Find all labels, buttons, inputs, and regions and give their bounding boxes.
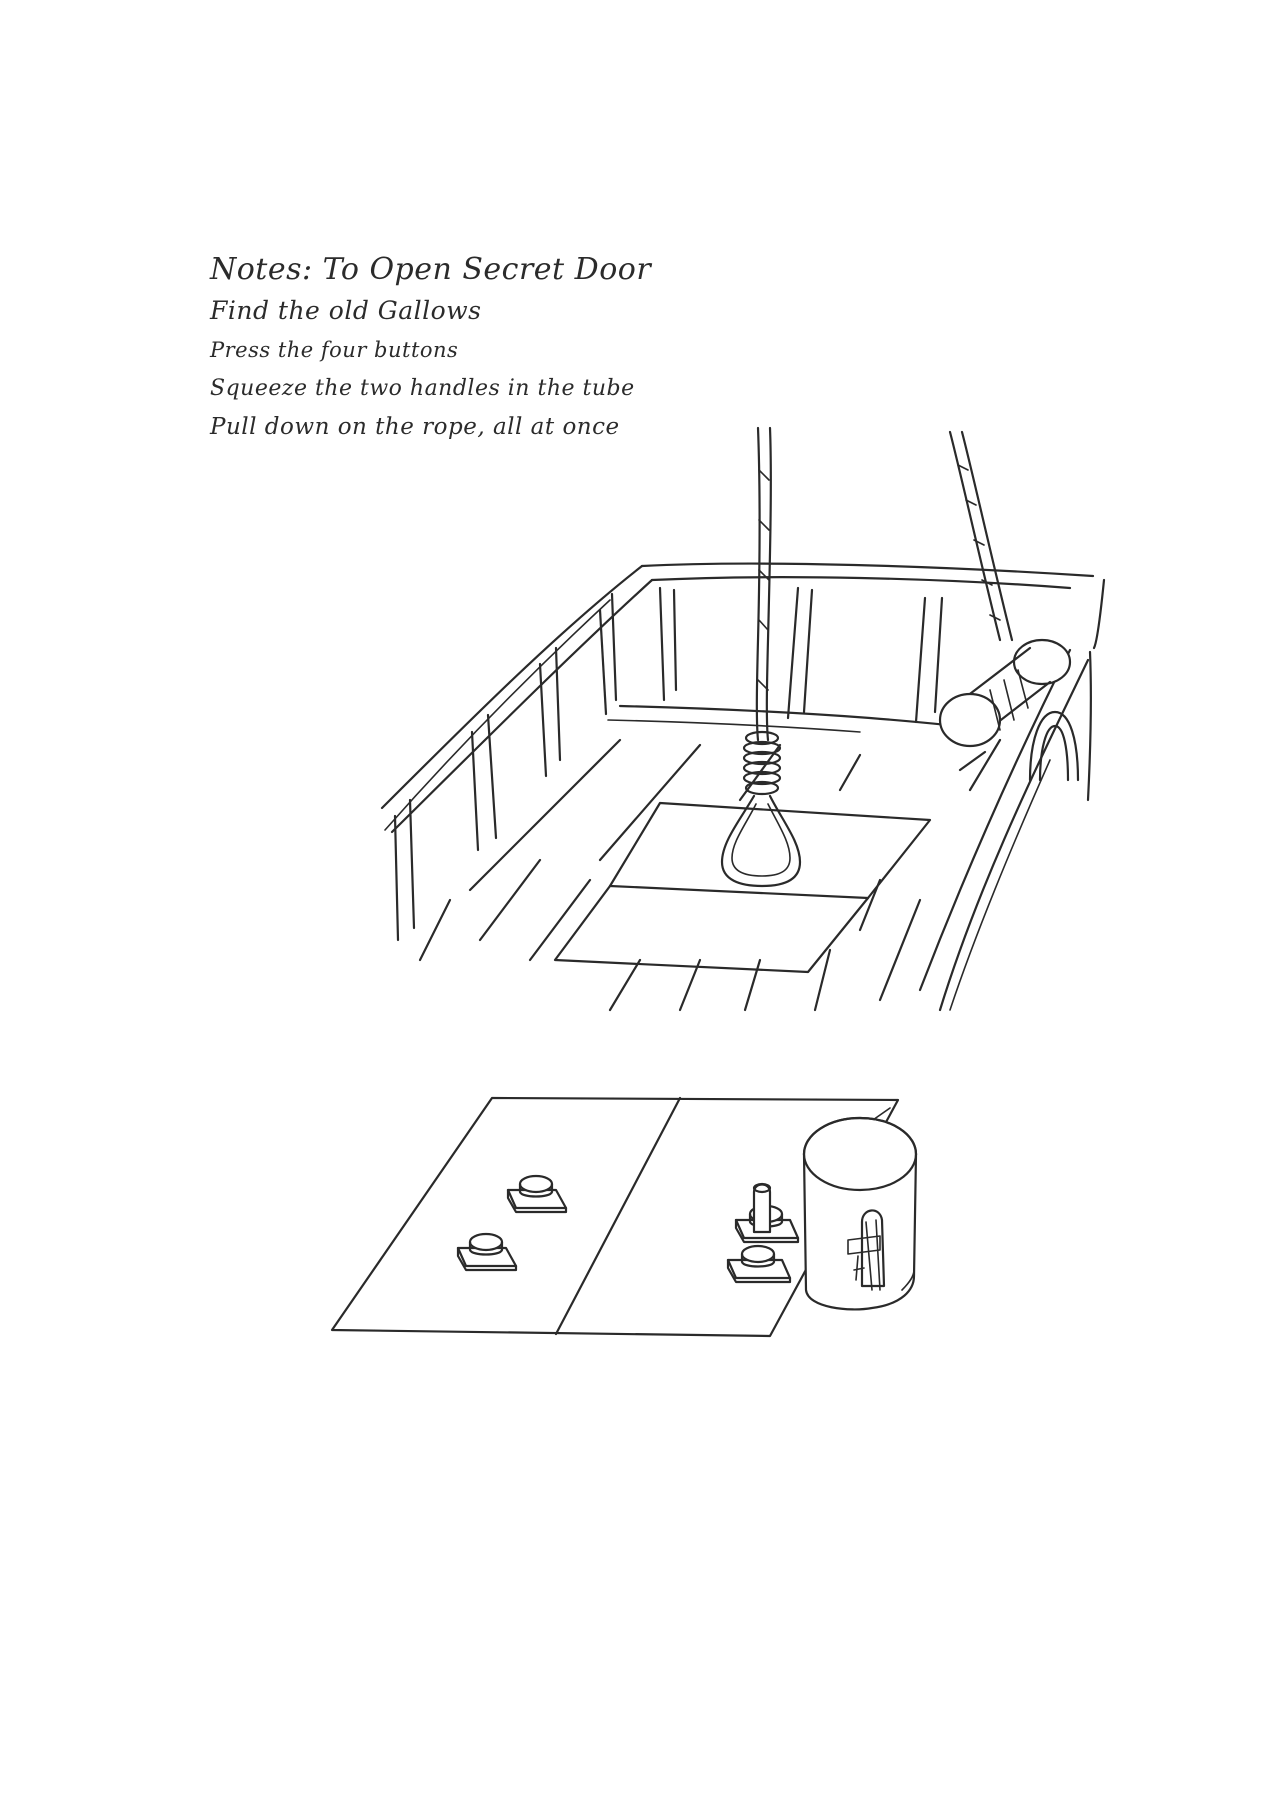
gallows-right-rail-2 <box>920 650 1070 990</box>
gallows-post <box>916 598 925 722</box>
noose-rope <box>757 428 760 740</box>
gallows-floor-plank <box>610 960 640 1010</box>
pulley-rope <box>950 432 1000 640</box>
gallows-post <box>660 588 664 700</box>
gallows-top-rail-inner <box>652 577 1070 588</box>
gallows-floor-plank <box>420 900 450 960</box>
gallows-post <box>935 598 942 712</box>
gallows-trapdoor <box>610 803 930 898</box>
floor-button <box>458 1234 516 1270</box>
gallows-floor-plank <box>840 755 860 790</box>
pulley-drum <box>940 640 1070 770</box>
gallows-floor-plank <box>970 740 1000 790</box>
pulley-bracket <box>1030 712 1078 780</box>
button-floor-seam <box>556 1098 680 1334</box>
gallows-post <box>804 590 812 712</box>
gallows-post <box>395 816 398 940</box>
gallows-floor-plank <box>600 745 700 860</box>
gallows-left-rail-back <box>385 600 610 830</box>
gallows-post <box>612 594 616 700</box>
gallows-left-rail <box>382 566 642 808</box>
gallows-post <box>410 800 414 928</box>
gallows-platform-drawing <box>382 428 1104 1010</box>
floor-button <box>728 1246 790 1282</box>
notes-line-3: Squeeze the two handles in the tube <box>210 376 635 401</box>
gallows-top-rail <box>642 564 1093 576</box>
notes-title: Notes: To Open Secret Door <box>210 252 652 287</box>
button-panel-drawing <box>332 1098 916 1336</box>
gallows-floor-plank <box>530 880 590 960</box>
gallows-post <box>556 648 560 760</box>
floor-button <box>508 1176 566 1212</box>
gallows-right-post-2 <box>1094 580 1104 648</box>
lever-post <box>754 1184 770 1232</box>
gallows-post <box>788 588 798 718</box>
gallows-floor-plank <box>745 960 760 1010</box>
gallows-floor-plank <box>880 900 920 1000</box>
gallows-trapdoor-lower <box>555 886 868 972</box>
noose-rope <box>767 428 771 740</box>
gallows-right-post <box>1088 652 1091 800</box>
notes-line-4: Pull down on the rope, all at once <box>210 414 620 440</box>
notes-line-1: Find the old Gallows <box>210 296 482 325</box>
pulley-rope <box>962 432 1012 640</box>
noose-coils <box>744 732 780 794</box>
gallows-post <box>674 590 676 690</box>
handle-tube <box>804 1118 916 1309</box>
notes-line-2: Press the four buttons <box>210 338 459 362</box>
gallows-floor-back-edge-2 <box>608 720 860 732</box>
